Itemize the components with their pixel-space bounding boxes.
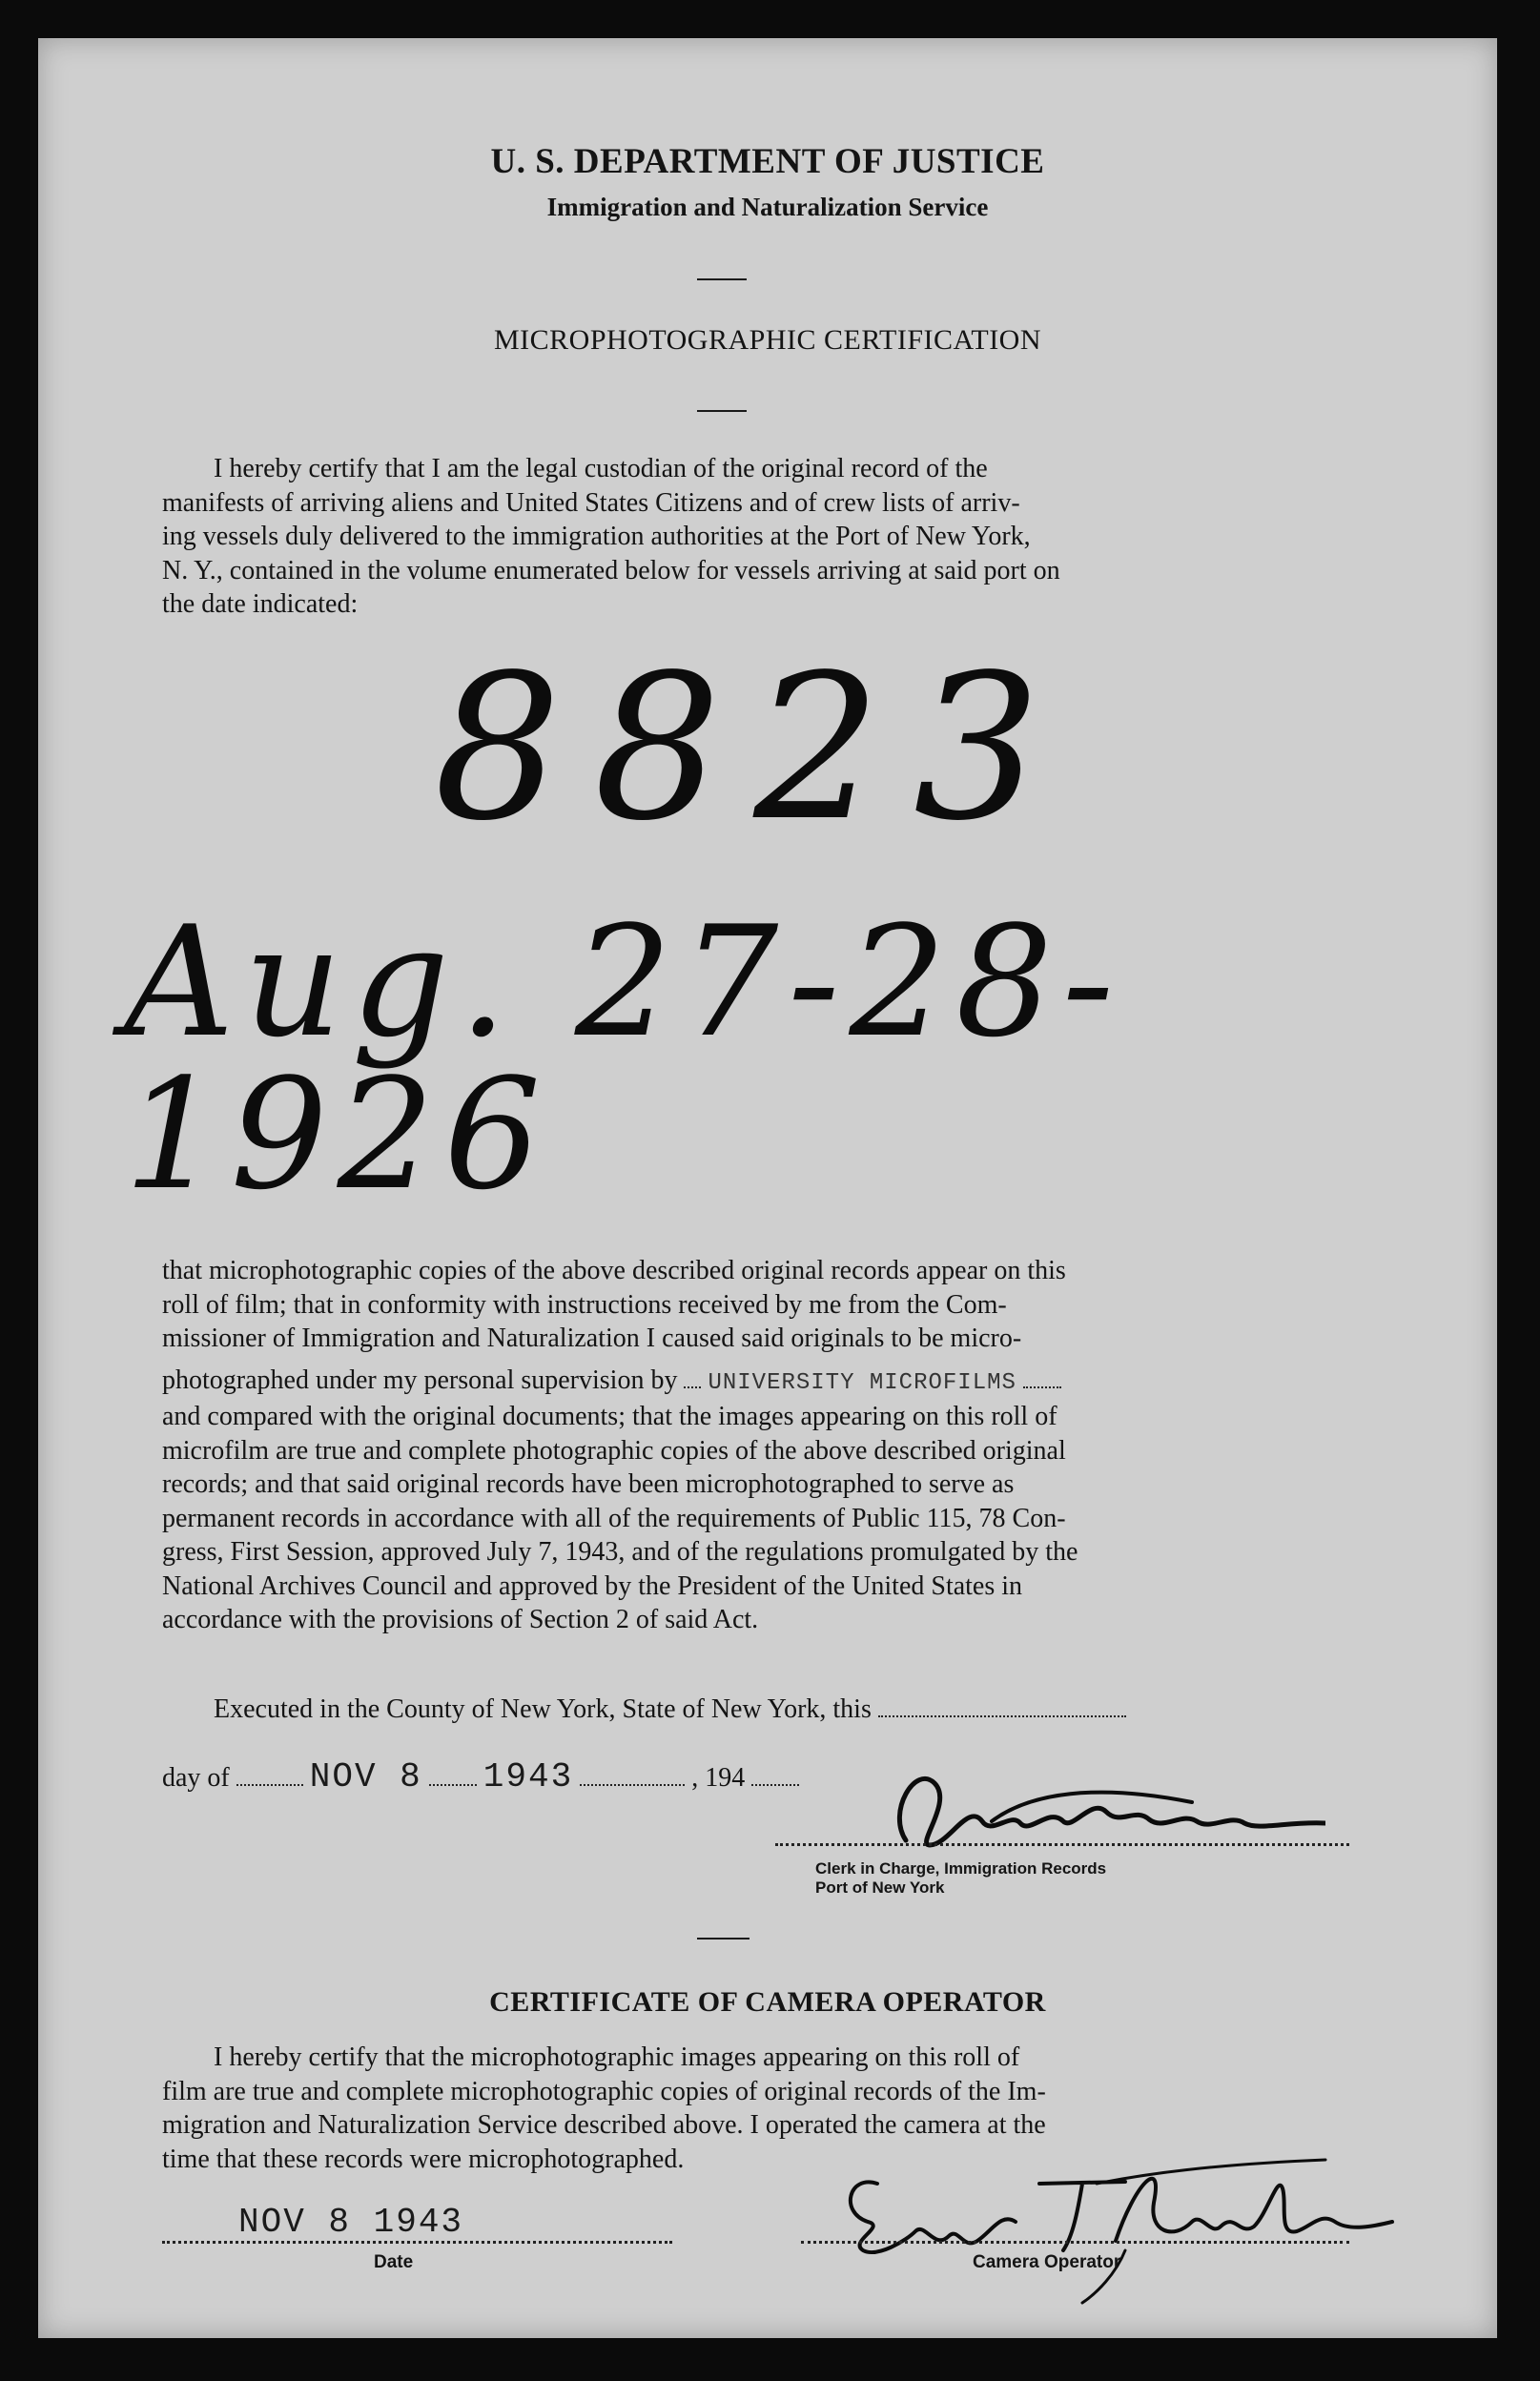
operator-line: migration and Naturalization Service described above. I operated the camera at the xyxy=(162,2110,1046,2140)
camera-operator-label: Camera Operator xyxy=(973,2252,1121,2272)
body-line: that microphotographic copies of the above described original records appear on this xyxy=(162,1256,1066,1285)
intro-line: N. Y., contained in the volume enumerated below for vessels arriving at said port on xyxy=(162,555,1060,585)
operator-date-stamp: NOV 8 1943 xyxy=(238,2203,464,2242)
handwritten-volume-number: 8823 xyxy=(434,631,1074,865)
day-of-line xyxy=(162,1757,799,1796)
operator-line: film are true and complete microphotographic copies of original records of the Im- xyxy=(162,2076,1046,2106)
body-line: missioner of Immigration and Naturalization I caused said originals to be micro- xyxy=(162,1324,1022,1353)
clerk-title xyxy=(815,1859,1106,1898)
intro-paragraph xyxy=(162,452,1349,622)
body-paragraph xyxy=(162,1254,1349,1637)
supervision-prefix: photographed under my personal supervision by xyxy=(162,1365,678,1395)
dotted-leader xyxy=(751,1783,799,1786)
executed-line xyxy=(162,1694,1349,1725)
date-line xyxy=(162,2241,672,2244)
service-subheading: Immigration and Naturalization Service xyxy=(546,193,989,221)
body-line: and compared with the original documents; that the images appearing on this roll of xyxy=(162,1402,1057,1431)
body-line: National Archives Council and approved by the President of the United States in xyxy=(162,1570,1023,1601)
dotted-leader xyxy=(1023,1385,1061,1388)
heading-divider-top xyxy=(697,278,747,280)
form-title: MICROPHOTOGRAPHIC CERTIFICATION xyxy=(493,324,1042,356)
dotted-leader xyxy=(580,1783,685,1786)
intro-line: ing vessels duly delivered to the immigration authorities at the Port of New York, xyxy=(162,522,1031,551)
dotted-leader xyxy=(429,1783,477,1786)
body-line: accordance with the provisions of Section 2 of said Act. xyxy=(162,1605,759,1634)
dotted-leader xyxy=(878,1714,1126,1717)
department-heading: U. S. DEPARTMENT OF JUSTICE xyxy=(490,142,1045,181)
camera-operator-heading: CERTIFICATE OF CAMERA OPERATOR xyxy=(489,1986,1046,2018)
intro-line: the date indicated: xyxy=(162,589,359,619)
clerk-title-line: Port of New York xyxy=(815,1878,945,1897)
operator-signature-line xyxy=(801,2241,1349,2244)
body-line: roll of film; that in conformity with instructions received by me from the Com- xyxy=(162,1289,1007,1320)
day-of-label: day of xyxy=(162,1763,230,1793)
handwritten-arrival-dates: Aug. 27-28-1926 xyxy=(124,893,1124,1223)
microfilmer-name: UNIVERSITY MICROFILMS xyxy=(708,1369,1016,1396)
intro-line: I hereby certify that I am the legal custodian of the original record of the xyxy=(214,454,988,483)
supervision-line xyxy=(162,1364,1349,1401)
dotted-leader xyxy=(684,1385,701,1388)
heading-divider-bottom xyxy=(697,410,747,412)
certificate-sheet xyxy=(38,38,1497,2338)
camera-operator-signature xyxy=(811,2145,1402,2308)
body-line: permanent records in accordance with all of the requirements of Public 115, 78 Con- xyxy=(162,1503,1066,1533)
body-line: gress, First Session, approved July 7, 1943, and of the regulations promulgated by the xyxy=(162,1537,1078,1567)
dotted-leader xyxy=(236,1783,303,1786)
clerk-title-line: Clerk in Charge, Immigration Records xyxy=(815,1859,1107,1878)
operator-line: time that these records were microphotographed. xyxy=(162,2144,685,2174)
body-line: microfilm are true and complete photographic copies of the above described original xyxy=(162,1435,1066,1466)
intro-line: manifests of arriving aliens and United States Citizens and of crew lists of arriv- xyxy=(162,487,1020,518)
year-prefix: , 194 xyxy=(691,1763,746,1793)
execution-year-stamp: 1943 xyxy=(483,1757,574,1796)
executed-text: Executed in the County of New York, State of New York, this xyxy=(214,1694,872,1724)
clerk-signature-line xyxy=(775,1843,1349,1846)
date-label: Date xyxy=(374,2252,414,2272)
execution-date-stamp: NOV 8 xyxy=(309,1757,422,1796)
section-divider xyxy=(697,1938,749,1940)
body-line: records; and that said original records have been microphotographed to serve as xyxy=(162,1469,1015,1499)
operator-line: I hereby certify that the microphotographic images appearing on this roll of xyxy=(214,2042,1020,2072)
